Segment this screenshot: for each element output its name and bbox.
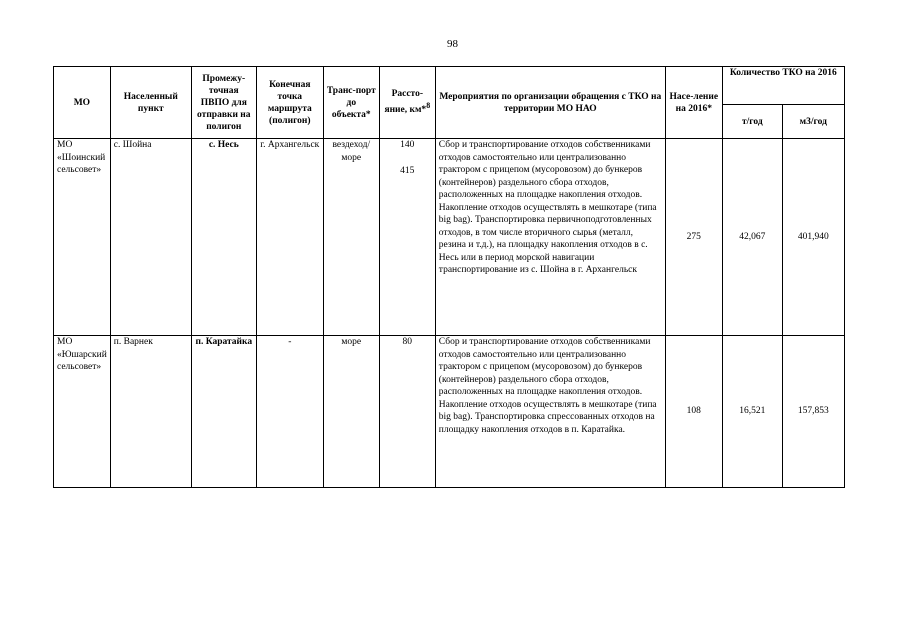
distance-value-2: 415 <box>400 165 415 176</box>
cell-t-year: 16,521 <box>722 336 782 488</box>
cell-pvo: с. Несь <box>191 139 256 336</box>
cell-m3-year: 401,940 <box>782 139 844 336</box>
header-distance-sup: 8 <box>426 101 431 111</box>
cell-m3-year: 157,853 <box>782 336 844 488</box>
cell-transport: море <box>323 336 379 488</box>
cell-settlement: п. Варнек <box>110 336 191 488</box>
distance-value-1: 80 <box>402 337 413 347</box>
header-distance-text: Рассто-яние, км* <box>384 89 427 116</box>
cell-route-end: г. Архангельск <box>256 139 323 336</box>
header-measures: Мероприятия по организации обращения с ТКО на территории МО НАО <box>435 67 665 139</box>
cell-measures: Сбор и транспортирование отходов собственниками отходов самостоятельно или централизованно трактором с прицепом (мусоровозом) до бункеров (контейнеров) раздельного сбора отходов, расположенных на площадке накопления отходов. Накопление отходов осуществлять в мешкотаре (типа big bag). Транспортировка спрессованных отходов на площадку накопления отходов в п. Каратайка. <box>435 336 665 488</box>
cell-distance <box>379 139 435 336</box>
header-qty-t: т/год <box>722 105 782 139</box>
header-qty-group: Количество ТКО на 2016 <box>722 67 844 105</box>
cell-population: 275 <box>665 139 722 336</box>
cell-mo: МО «Юшарский сельсовет» <box>54 336 111 488</box>
cell-transport: вездеход/море <box>323 139 379 336</box>
header-intermediate-pvo: Промежу-точная ПВПО для отправки на полигон <box>191 67 256 139</box>
header-route-end: Конечная точка маршрута (полигон) <box>256 67 323 139</box>
header-distance <box>379 67 435 139</box>
page-number: 98 <box>447 38 458 50</box>
cell-mo: МО «Шоинский сельсовет» <box>54 139 111 336</box>
cell-measures: Сбор и транспортирование отходов собственниками отходов самостоятельно или централизованно трактором с прицепом (мусоровозом) до бункеров (контейнеров) раздельного сбора отходов, расположенных на площадке накопления отходов. Накопление отходов осуществлять в мешкотаре (типа big bag). Транспортировка первичноподготовленных отходов, в том числе вторичного сырья (металл, резина и т.д.), на площадку накопления отходов в с. Несь или в период морской навигации транспортирование из с. Шойна в г. Архангельск <box>435 139 665 336</box>
cell-population: 108 <box>665 336 722 488</box>
header-transport: Транс-порт до объекта* <box>323 67 379 139</box>
cell-distance <box>379 336 435 488</box>
header-population: Насе-ление на 2016* <box>665 67 722 139</box>
cell-settlement: с. Шойна <box>110 139 191 336</box>
distance-value-1: 140 <box>400 140 415 150</box>
table-row <box>54 336 845 488</box>
waste-management-table <box>53 66 845 488</box>
header-settlement: Населенный пункт <box>110 67 191 139</box>
header-qty-m3: м3/год <box>782 105 844 139</box>
table-row <box>54 139 845 336</box>
cell-route-end: - <box>256 336 323 488</box>
cell-pvo: п. Каратайка <box>191 336 256 488</box>
cell-t-year: 42,067 <box>722 139 782 336</box>
header-mo: МО <box>54 67 111 139</box>
